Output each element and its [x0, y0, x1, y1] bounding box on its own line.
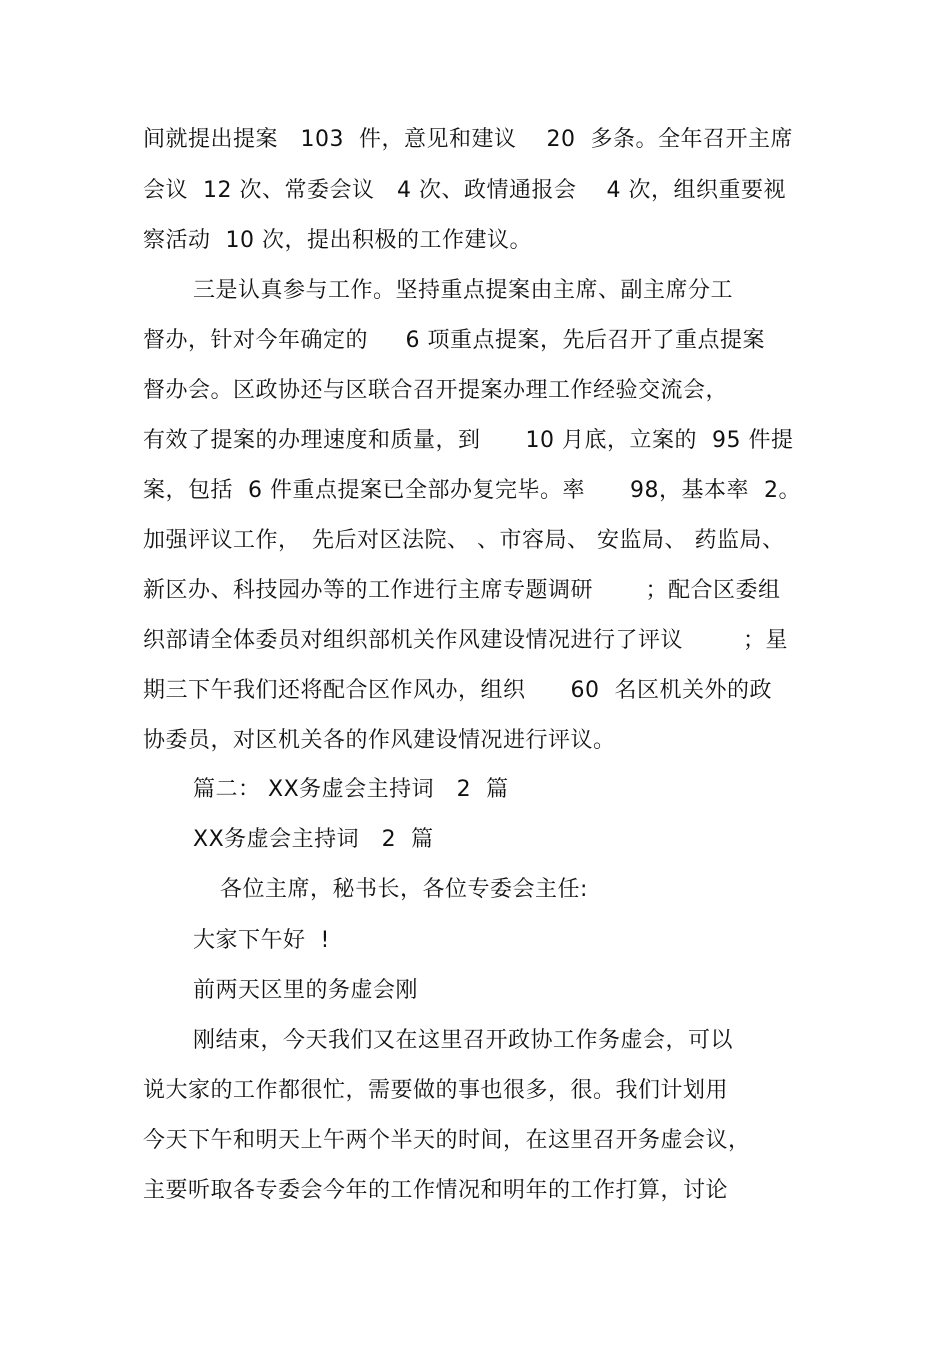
text-line: 督办，针对今年确定的 6 项重点提案，先后召开了重点提案: [143, 328, 765, 353]
text-line: 期三下午我们还将配合区作风办，组织 60 名区机关外的政: [143, 678, 772, 703]
text-line: 间就提出提案 103 件，意见和建议 20 多条。全年召开主席: [143, 127, 793, 152]
text-line: 新区办、科技园办等的工作进行主席专题调研 ；配合区委组: [143, 578, 781, 603]
text-line: 今天下午和明天上午两个半天的时间，在这里召开务虚会议，: [143, 1128, 751, 1153]
document-title: XX务虚会主持词 2 篇: [193, 827, 434, 852]
text-line: 织部请全体委员对组织部机关作风建设情况进行了评议 ；星: [143, 628, 788, 653]
text-line: 主要听取各专委会今年的工作情况和明年的工作打算，讨论: [143, 1178, 729, 1203]
text-line: 察活动 10 次，提出积极的工作建议。: [143, 228, 532, 253]
text-line: 前两天区里的务虚会刚: [193, 978, 419, 1003]
text-line: 说大家的工作都很忙，需要做的事也很多，很。我们计划用: [143, 1078, 729, 1103]
text-line: 刚结束，今天我们又在这里召开政协工作务虚会，可以: [193, 1028, 734, 1053]
text-line: 有效了提案的办理速度和质量，到 10 月底，立案的 95 件提: [143, 428, 794, 453]
text-line: 三是认真参与工作。坚持重点提案由主席、副主席分工: [193, 278, 734, 303]
text-line: 督办会。区政协还与区联合召开提案办理工作经验交流会，: [143, 378, 729, 403]
greeting: 大家下午好 !: [193, 928, 330, 953]
text-line: 案，包括 6 件重点提案已全部办复完毕。率 98，基本率 2。: [143, 478, 801, 503]
text-line: 加强评议工作， 先后对区法院、 、市容局、 安监局、 药监局、: [143, 528, 785, 553]
salutation: 各位主席，秘书长，各位专委会主任:: [220, 877, 588, 902]
section-heading: 篇二： XX务虚会主持词 2 篇: [193, 777, 509, 802]
text-line: 会议 12 次、常委会议 4 次、政情通报会 4 次，组织重要视: [143, 178, 786, 203]
text-line: 协委员，对区机关各的作风建设情况进行评议。: [143, 728, 616, 753]
